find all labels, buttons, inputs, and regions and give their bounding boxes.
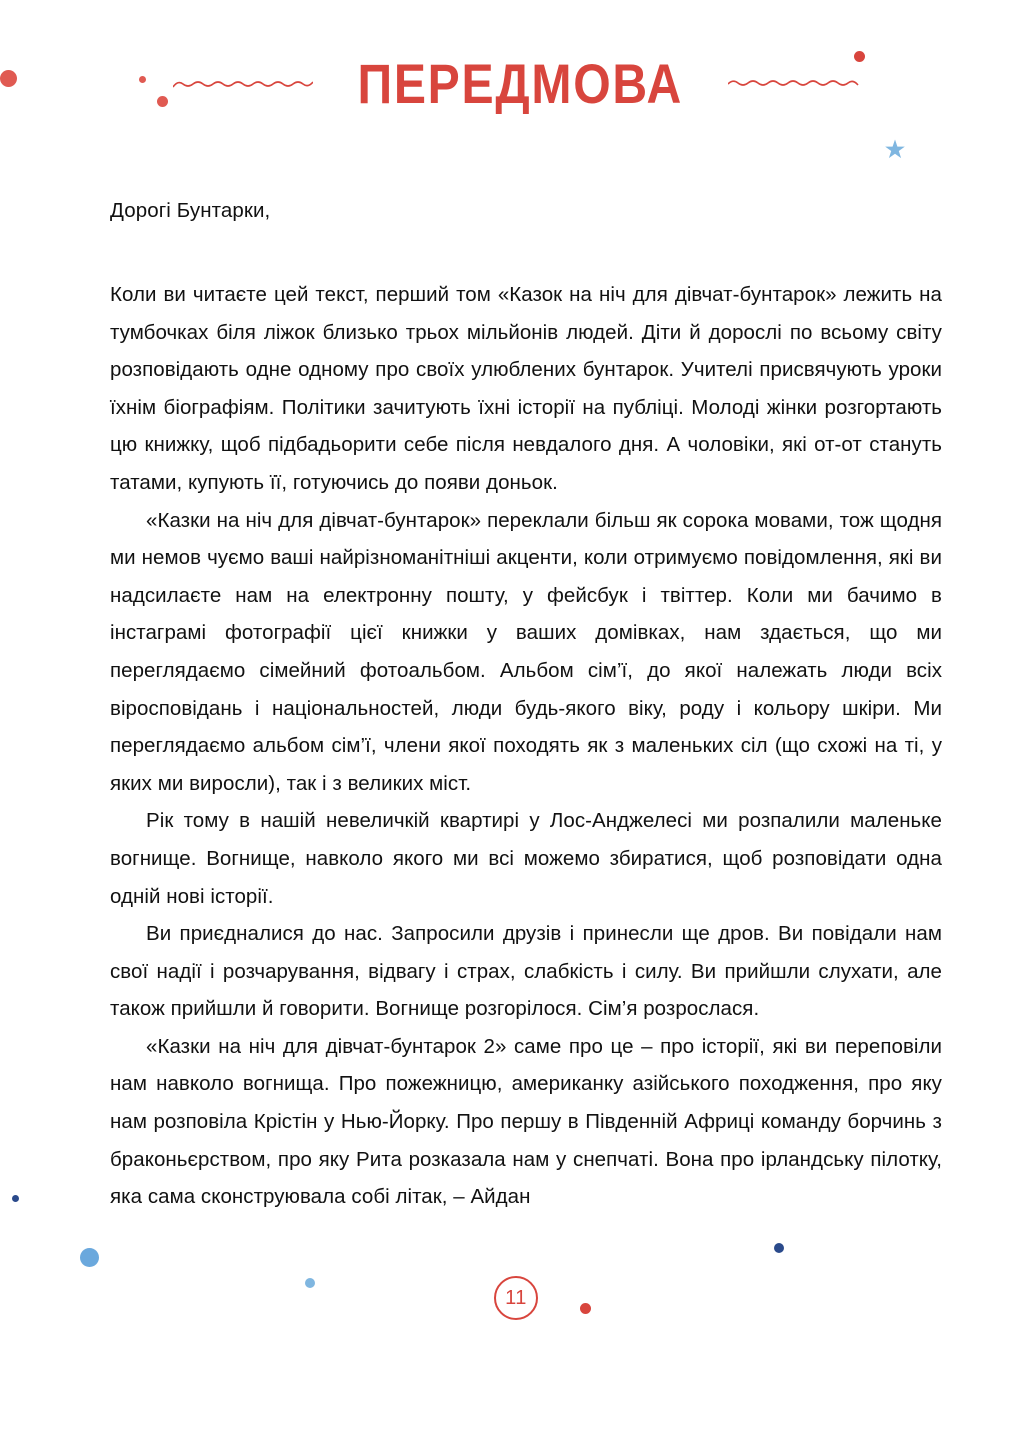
blue-dot-bottom-left — [80, 1248, 99, 1267]
salutation: Дорогі Бунтарки, — [110, 199, 271, 222]
dark-blue-dot-bottom — [774, 1243, 784, 1253]
dark-blue-dot-left-mid — [12, 1195, 19, 1202]
blue-dot-bottom-center — [305, 1278, 315, 1288]
paragraph-5: «Казки на ніч для дівчат-бунтарок 2» саме про це – про історії, які ви переповіли нам навколо вогнища. Про пожежницю, американку азійського походження, про яку нам розповіла Крістін у Нью-Йорку. Про першу в Південній Африці команду борчинь з браконьєрством, про яку Рита розказала нам у снепчаті. Вона про ірландську пілотку, яка сама сконструювала собі літак, – Айдан — [110, 1034, 942, 1209]
paragraph-3: Рік тому в нашій невеличкій квартирі у Лос-Анджелесі ми розпалили маленьке вогнище. Вогнище, навколо якого ми всі можемо збиратися, щоб розповідати одна одній нові історії. — [110, 809, 942, 908]
blue-star-top-right-icon — [883, 138, 907, 162]
red-dot-bottom-right — [580, 1303, 591, 1314]
page-number-badge: 11 — [494, 1276, 538, 1320]
paragraph-2: «Казки на ніч для дівчат-бунтарок» переклали більш як сорока мовами, тож щодня ми немов чуємо ваші найрізноманітніші акценти, коли отримуємо повідомлення, які ви надсилаєте нам на електронну пошту, у фейсбук і твіттер. Коли ми бачимо в інстаграмі фотографії цієї книжки у ваших домівках, нам здається, що ми переглядаємо сімейний фотоальбом. Альбом сім’ї, до якої належать люди всіх віросповідань і національностей, люди будь-якого віку, роду і кольору шкіри. Ми переглядаємо альбом сім’ї, члени якої походять як з маленьких сіл (що схожі на ті, у яких ми виросли), так і з великих міст. — [110, 508, 942, 795]
wavy-line-left-icon — [173, 76, 313, 92]
page-header — [0, 48, 1035, 120]
paragraph-1: Коли ви читаєте цей текст, перший том «Казок на ніч для дівчат-бунтарок» лежить на тумбочках біля ліжок близько трьох мільйонів людей. Діти й дорослі по всьому світу розповідають одне одному про своїх улюблених бунтарок. Учителі присвячують уроки їхнім біографіям. Політики зачитують їхні історії на публіці. Молоді жінки розгортають цю книжку, щоб підбадьорити себе після невдалого дня. А чоловіки, які от-от стануть татами, купують її, готуючись до появи доньок. — [110, 283, 942, 494]
wavy-line-right-icon — [728, 76, 862, 92]
page-title: ПЕРЕДМОВА — [357, 52, 684, 115]
page-content — [110, 196, 942, 1216]
paragraph-4: Ви приєдналися до нас. Запросили друзів і принесли ще дров. Ви повідали нам свої надії і розчарування, відвагу і страх, слабкість і силу. Ви прийшли слухати, але також прийшли й говорити. Вогнище розгорілося. Сім’я розрослася. — [110, 922, 942, 1021]
